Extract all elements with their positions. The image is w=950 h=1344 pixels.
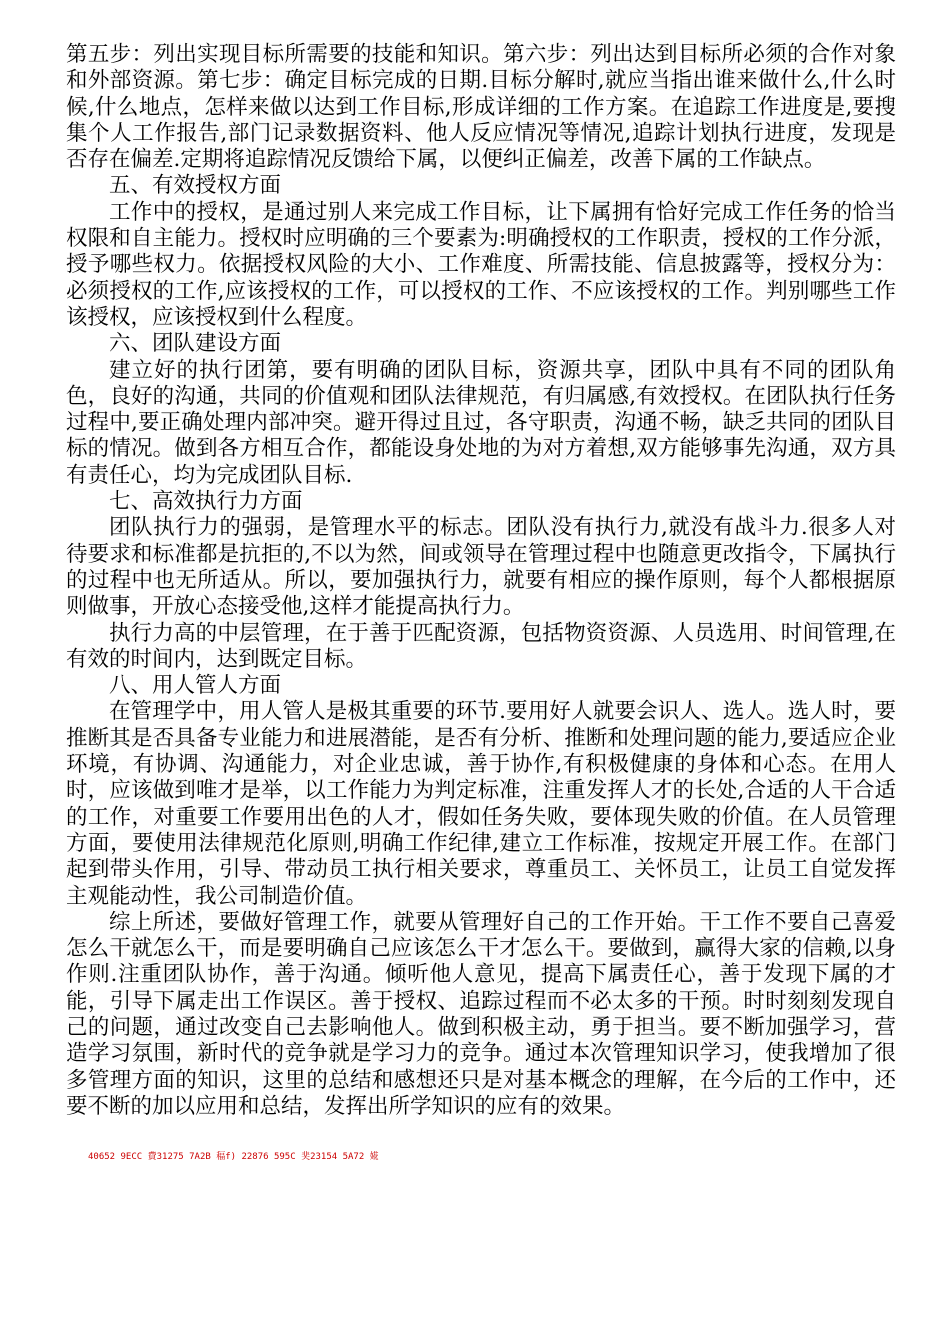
body-paragraph: 综上所述，要做好管理工作，就要从管理好自己的工作开始。干工作不要自己喜爱怎么干就怎么干，而是要明确自己应该怎么干才怎么干。要做到，赢得大家的信赖,以身作则.注重团队协作，善于沟通。倾听他人意见，提高下属责任心，善于发现下属的才能，引导下属走出工作误区。善于授权、追踪过程而不必太多的干预。时时刻刻发现自己的问题，通过改变自己去影响他人。做到积极主动，勇于担当。要不断加强学习，营造学习氛围，新时代的竞争就是学习力的竞争。通过本次管理知识学习，使我增加了很多管理方面的知识，这里的总结和感想还只是对基本概念的理解，在今后的工作中，还要不断的加以应用和总结，发挥出所学知识的应有的效果。	[66, 909, 896, 1119]
body-paragraph: 工作中的授权，是通过别人来完成工作目标，让下属拥有恰好完成工作任务的恰当权限和自主能力。授权时应明确的三个要素为:明确授权的工作职责，授权的工作分派，授予哪些权力。依据授权风险的大小、工作难度、所需技能、信息披露等，授权分为：必须授权的工作,应该授权的工作，可以授权的工作、不应该授权的工作。判别哪些工作该授权，应该授权到什么程度。	[66, 199, 896, 330]
body-paragraph: 团队执行力的强弱，是管理水平的标志。团队没有执行力,就没有战斗力.很多人对待要求和标准都是抗拒的,不以为然，间或领导在管理过程中也随意更改指令，下属执行的过程中也无所适从。所以，要加强执行力，就要有相应的操作原则，每个人都根据原则做事，开放心态接受他,这样才能提高执行力。	[66, 515, 896, 620]
section-heading: 六、团队建设方面	[109, 331, 282, 357]
body-paragraph: 在管理学中，用人管人是极其重要的环节.要用好人就要会识人、选人。选人时，要推断其是否具备专业能力和进展潜能，是否有分析、推断和处理问题的能力,要适应企业环境，有协调、沟通能力，对企业忠诚，善于协作,有积极健康的身体和心态。在用人时，应该做到唯才是举，以工作能力为判定标准，注重发挥人才的长处,合适的人干合适的工作，对重要工作要用出色的人才，假如任务失败，要体现失败的价值。在人员管理方面，要使用法律规范化原则,明确工作纪律,建立工作标准，按规定开展工作。在部门起到带头作用，引导、带动员工执行相关要求，尊重员工、关怀员工，让员工自觉发挥主观能动性，我公司制造价值。	[66, 699, 896, 909]
body-paragraph: 执行力高的中层管理，在于善于匹配资源，包括物资资源、人员选用、时间管理,在有效的时间内，达到既定目标。	[66, 620, 896, 672]
body-paragraph: 建立好的执行团第，要有明确的团队目标，资源共享，团队中具有不同的团队角色，良好的沟通，共同的价值观和团队法律规范，有归属感,有效授权。在团队执行任务过程中,要正确处理内部冲突。避开得过且过，各守职责，沟通不畅，缺乏共同的团队目标的情况。做到各方相互合作，都能设身处地的为对方着想,双方能够事先沟通，双方具有责任心，均为完成团队目标.	[66, 357, 896, 488]
document-body	[66, 42, 896, 1120]
section-heading: 五、有效授权方面	[109, 173, 282, 199]
section-heading: 七、高效执行力方面	[109, 489, 303, 515]
section-heading: 八、用人管人方面	[109, 673, 282, 699]
body-paragraph: 第五步：列出实现目标所需要的技能和知识。第六步：列出达到目标所必须的合作对象和外部资源。第七步：确定目标完成的日期.目标分解时,就应当指出谁来做什么,什么时候,什么地点，怎样来做以达到工作目标,形成详细的工作方案。在追踪工作进度是,要搜集个人工作报告,部门记录数据资料、他人反应情况等情况,追踪计划执行进度，发现是否存在偏差.定期将追踪情况反馈给下属，以便纠正偏差，改善下属的工作缺点。	[66, 42, 896, 173]
footer-code: 40652 9ECC 費31275 7A2B 稫f) 22876 595C 奜23154 5A72 婲	[88, 1152, 379, 1162]
